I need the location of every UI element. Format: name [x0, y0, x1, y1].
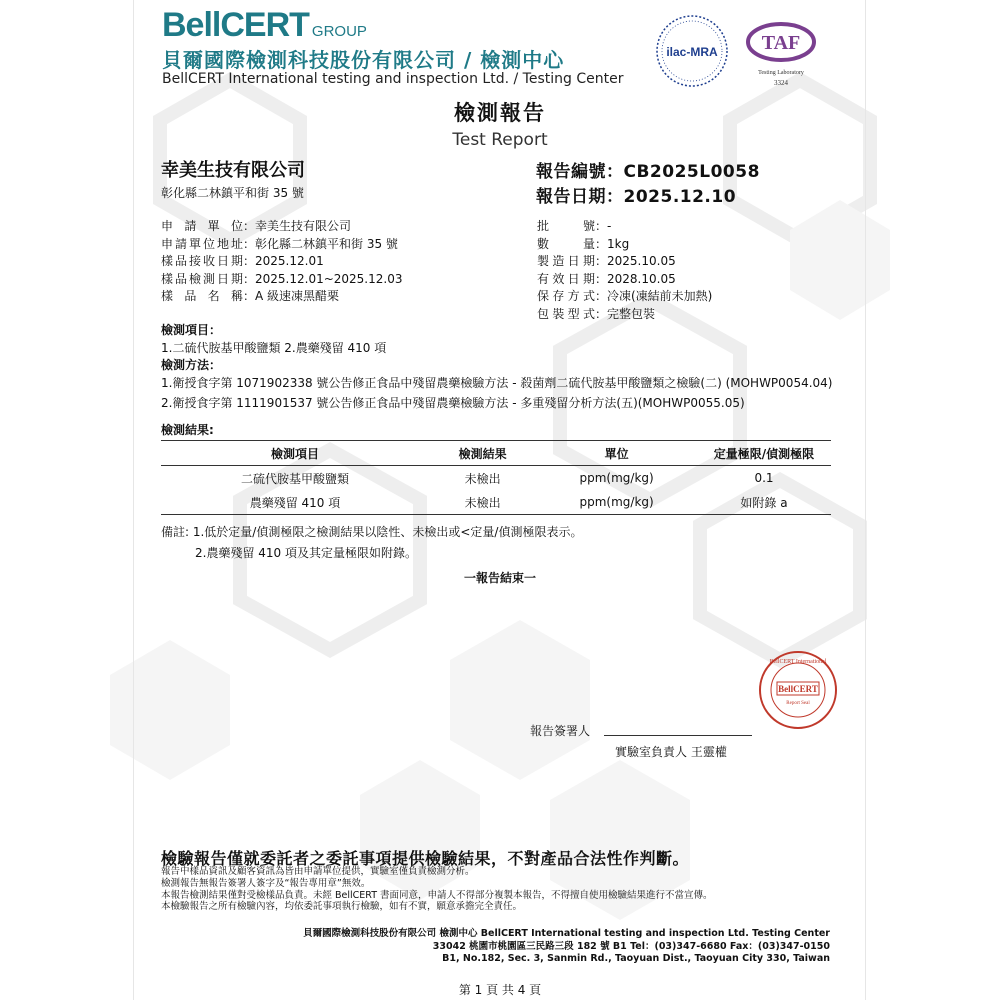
info-value: ：彰化縣二林鎮平和街 35 號: [243, 236, 398, 251]
table-cell: 二硫代胺基甲酸鹽類: [240, 471, 349, 486]
disclaimer-line: 報告中樣品資訊及顧客資訊為皆由申請單位提供，實驗室僅負責檢測分析。: [161, 866, 475, 877]
test-methods-heading: 檢測方法：: [161, 358, 222, 372]
info-value: ：A 級速凍黑醋栗: [243, 289, 340, 303]
info-value: ：2025.12.01~2025.12.03: [243, 271, 403, 286]
info-label: 樣品接收日期: [161, 254, 243, 268]
info-label: 製造日期: [537, 254, 595, 268]
table-cell: 未檢出: [429, 490, 536, 515]
info-value: ：-: [595, 219, 612, 233]
info-row: [537, 236, 712, 254]
disclaimer-line: 檢測報告無報告簽署人簽字及“報告專用章”無效。: [161, 877, 371, 889]
column-header: 檢測結果: [429, 441, 536, 466]
disclaimer-headline: 檢驗報告僅就委託者之委託事項提供檢驗結果，不對產品合法性作判斷。: [161, 849, 690, 868]
company-logo: BellCERT GROUP: [162, 6, 367, 44]
info-value: ：冷凍(凍結前未加熱): [595, 289, 713, 303]
remarks: [161, 522, 582, 564]
company-name-zh: 貝爾國際檢測科技股份有限公司 / 檢測中心: [162, 48, 565, 72]
test-method-line: 1.衛授食字第 1071902338 號公告修正食品中殘留農藥檢驗方法 - 殺菌劑二硫代胺基甲酸鹽類之檢驗(二) (MOHWP0054.04): [161, 376, 833, 390]
table-cell: 0.1: [754, 471, 774, 485]
info-row: [161, 236, 402, 254]
info-row: [537, 306, 712, 324]
seal-ring-text: BellCERT International: [769, 659, 827, 665]
info-label: 包裝型式: [537, 306, 595, 321]
report-seal-stamp: [758, 650, 838, 730]
info-row: [537, 253, 712, 271]
seal-sub-text: Report Seal: [786, 701, 810, 706]
column-header: 定量極限/偵測極限: [697, 441, 831, 466]
info-row: [537, 288, 712, 306]
info-value: ：完整包裝: [595, 306, 656, 321]
client-address: 彰化縣二林鎮平和街 35 號: [161, 186, 304, 200]
ilac-text: ilac-MRA: [666, 45, 718, 59]
seal-center-text: BellCERT: [778, 684, 818, 694]
info-row: [161, 271, 402, 289]
disclaimer-line: 本檢驗報告之所有檢驗內容，均依委託事項執行檢驗，如有不實，願意承擔完全責任。: [161, 901, 523, 913]
lab-head: 實驗室負責人 王靈權: [615, 745, 727, 759]
info-label: 批號: [537, 219, 595, 233]
table-row: [161, 490, 831, 515]
footer-address: [303, 928, 830, 966]
disclaimer-line: 本報告檢測結果僅對受檢樣品負責。未經 BellCERT 書面同意，申請人不得部分複製本報告，不得擅自使用檢驗結果進行不當宣傳。: [161, 889, 713, 901]
table-cell: 如附錄 a: [697, 490, 831, 515]
taf-logo: [742, 18, 820, 90]
table-cell: ppm(mg/kg): [579, 471, 654, 485]
table-cell: 農藥殘留 410 項: [161, 490, 429, 515]
results-table: [161, 440, 831, 515]
info-label: 數量: [537, 236, 595, 251]
ilac-mra-logo: [655, 14, 729, 88]
info-row: [537, 271, 712, 289]
info-label: 樣品名稱: [161, 289, 243, 303]
info-row: [161, 253, 402, 271]
page-number: 第 1 頁 共 4 頁: [458, 983, 542, 997]
client-name: 幸美生技有限公司: [161, 160, 305, 181]
remark-line: 2.農藥殘留 410 項及其定量極限如附錄。: [195, 546, 417, 560]
report-end-mark: 一報告結束一: [463, 571, 536, 585]
disclaimer-text: [161, 866, 713, 913]
signer-label: 報告簽署人: [530, 724, 591, 738]
info-label: 申請單位地址: [161, 236, 243, 251]
info-label: 保存方式: [537, 289, 595, 303]
results-heading: 檢測結果:: [161, 423, 214, 437]
report-title-en: Test Report: [452, 130, 548, 150]
info-value: ：2028.10.05: [595, 271, 676, 286]
info-label: 申請單位: [161, 219, 243, 233]
info-value: ：幸美生技有限公司: [243, 219, 352, 233]
report-title-zh: 檢測報告: [454, 101, 546, 125]
report-date: 報告日期：2025.12.10: [536, 187, 737, 207]
column-header: 檢測項目: [161, 441, 429, 466]
table-row: [161, 466, 831, 491]
info-row: [161, 288, 402, 306]
info-row: [161, 218, 402, 236]
info-label: 樣品檢測日期: [161, 271, 243, 286]
test-method-line: 2.衛授食字第 1111901537 號公告修正食品中殘留農藥檢驗方法 - 多重殘留分析方法(五)(MOHWP0055.05): [161, 396, 745, 410]
info-value: ：1kg: [595, 236, 630, 251]
company-name-en: BellCERT International testing and inspection Ltd. / Testing Center: [162, 71, 624, 87]
test-items-text: 1.二硫代胺基甲酸鹽類 2.農藥殘留 410 項: [161, 341, 387, 355]
table-cell: 未檢出: [464, 471, 501, 486]
info-value: ：2025.12.01: [243, 254, 324, 268]
info-value: ：2025.10.05: [595, 254, 676, 268]
footer-line: 33042 桃園市桃園區三民路三段 182 號 B1 Tel：(03)347-6680 Fax：(03)347-0150: [432, 940, 830, 952]
report-number: 報告編號：CB2025L0058: [536, 162, 760, 182]
info-label: 有效日期: [537, 271, 595, 286]
column-header: 單位: [536, 441, 697, 466]
table-header-row: [161, 441, 831, 466]
sample-info-left: [161, 218, 402, 306]
sample-info-right: [537, 218, 712, 323]
taf-text: TAF: [761, 32, 801, 54]
taf-sub: Testing Laboratory: [758, 70, 804, 76]
footer-line: B1, No.182, Sec. 3, Sanmin Rd., Taoyuan Dist., Taoyuan City 330, Taiwan: [442, 953, 830, 964]
test-items-heading: 檢測項目：: [161, 323, 222, 337]
remark-line: 備註: 1.低於定量/偵測極限之檢測結果以陰性、未檢出或<定量/偵測極限表示。: [161, 525, 583, 539]
footer-line: 貝爾國際檢測科技股份有限公司 檢測中心 BellCERT International testing and inspection Ltd. Testing Center: [303, 928, 830, 939]
info-row: [537, 218, 712, 236]
table-cell: ppm(mg/kg): [536, 490, 697, 515]
signature-line: [604, 735, 752, 736]
taf-number: 3324: [774, 79, 788, 87]
